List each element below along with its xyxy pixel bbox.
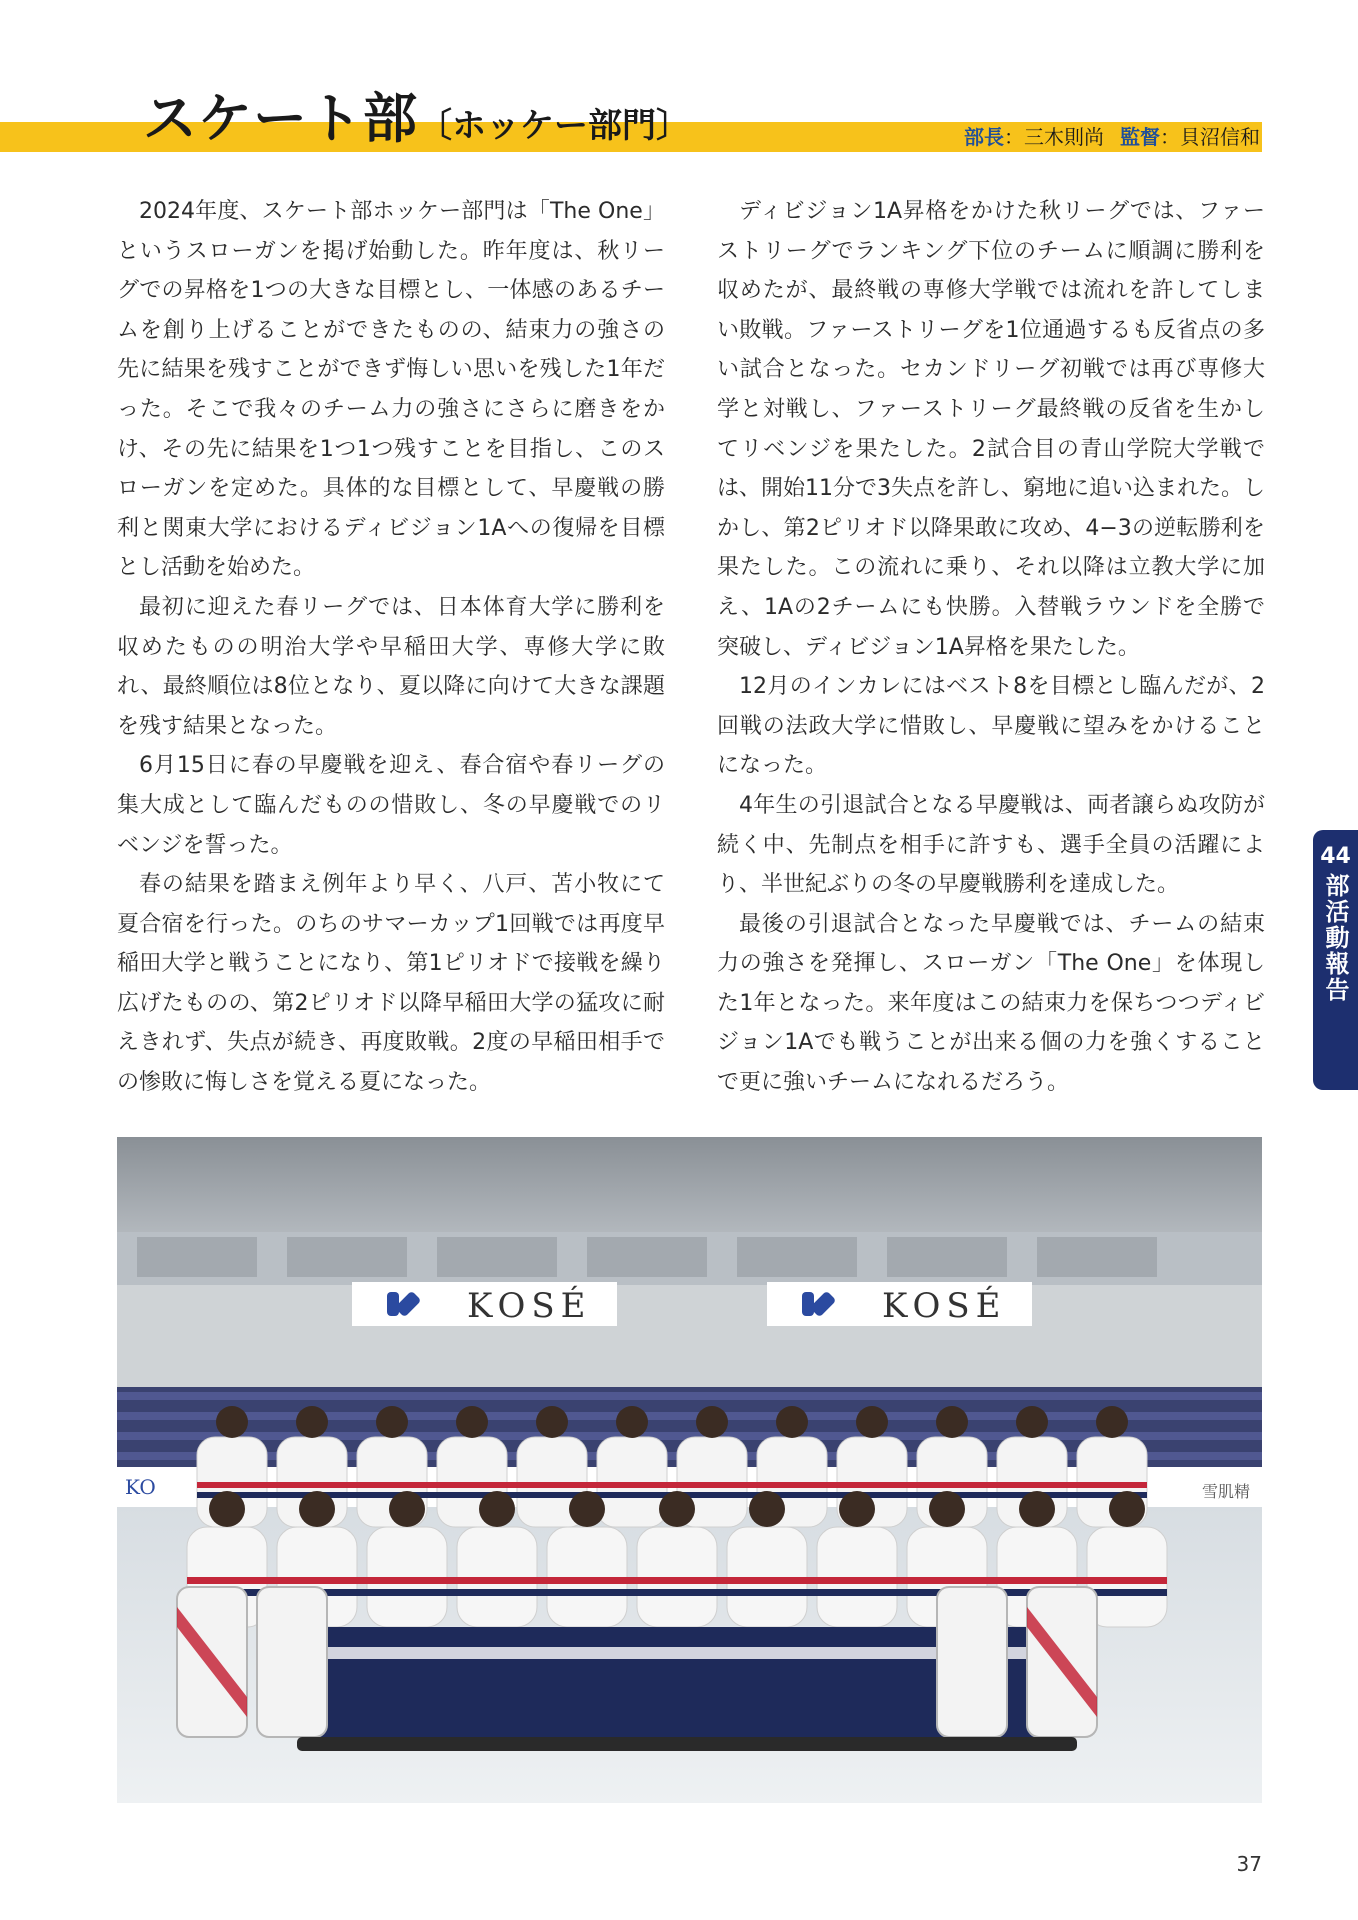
sponsor-text: KOSÉ	[882, 1286, 1007, 1326]
staff-role-1: 部長	[964, 125, 1004, 149]
paragraph: 12月のインカレにはベスト8を目標とし臨んだが、2回戦の法政大学に惜敗し、早慶戦に望みをかけることになった。	[717, 674, 1265, 779]
paragraph: ディビジョン1A昇格をかけた秋リーグでは、ファーストリーグでランキング下位のチームに順調に勝利を収めたが、最終戦の専修大学戦では流れを許してしまい敗戦。ファーストリーグを1位通過するも反省点の多い試合となった。セカンドリーグ初戦では再び専修大学と対戦し、ファーストリーグ最終戦の反省を生かしてリベンジを果たした。2試合目の青山学院大学戦では、開始11分で3失点を許し、窮地に追い込まれた。しかし、第2ピリオド以降果敢に攻め、4−3の逆転勝利を果たした。この流れに乗り、それ以降は立教大学に加え、1Aの2チームにも快勝。入替戦ラウンドを全勝で突破し、ディビジョン1A昇格を果たした。	[717, 199, 1265, 660]
paragraph: 最初に迎えた春リーグでは、日本体育大学に勝利を収めたものの明治大学や早稲田大学、専修大学に敗れ、最終順位は8位となり、夏以降に向けて大きな課題を残す結果となった。	[117, 594, 665, 739]
sponsor-banner-right	[767, 1282, 1032, 1326]
paragraph: 4年生の引退試合となる早慶戦は、両者譲らぬ攻防が続く中、先制点を相手に許すも、選手全員の活躍により、半世紀ぶりの冬の早慶戦勝利を達成した。	[717, 792, 1265, 898]
sponsor-text: KOSÉ	[467, 1286, 592, 1326]
section-number: 44	[1320, 844, 1351, 869]
sponsor-banner-left	[352, 1282, 617, 1326]
paragraph: 最後の引退試合となった早慶戦では、チームの結束力の強さを発揮し、スローガン「The One」を体現した1年となった。来年度はこの結束力を保ちつつディビジョン1Aでも戦うことが出来る個の力を強くすることで更に強いチームになれるだろう。	[717, 911, 1265, 1096]
staff-name-1: 三木則尚	[1024, 125, 1104, 149]
title-sub: 〔ホッケー部門〕	[418, 106, 690, 146]
team-photo	[117, 1137, 1262, 1803]
article-column-right	[717, 192, 1265, 1103]
page-number: 37	[1236, 1852, 1262, 1876]
title-main: スケート部	[143, 87, 418, 150]
team-photo-illustration	[117, 1137, 1262, 1803]
board-text: KO	[125, 1475, 156, 1499]
section-side-tab	[1313, 830, 1358, 1090]
staff-credits: 部長：三木則尚 監督：貝沼信和	[964, 125, 1260, 149]
article-column-left	[117, 192, 665, 1103]
paragraph: 春の結果を踏まえ例年より早く、八戸、苫小牧にて夏合宿を行った。のちのサマーカップ1回戦では再度早稲田大学と戦うことになり、第1ピリオドで接戦を繰り広げたものの、第2ピリオド以降早稲田大学の猛攻に耐えきれず、失点が続き、再度敗戦。2度の早稲田相手での惨敗に悔しさを覚える夏になった。	[117, 872, 665, 1096]
paragraph: 6月15日に春の早慶戦を迎え、春合宿や春リーグの集大成として臨んだものの惜敗し、冬の早慶戦でのリベンジを誓った。	[117, 753, 665, 858]
paragraph: 2024年度、スケート部ホッケー部門は「The One」というスローガンを掲げ始動した。昨年度は、秋リーグでの昇格を1つの大きな目標とし、一体感のあるチームを創り上げることができたものの、結束力の強さの先に結果を残すことができず悔しい思いを残した1年だった。そこで我々のチーム力の強さにさらに磨きをかけ、その先に結果を1つ1つ残すことを目指し、このスローガンを定めた。具体的な目標として、早慶戦の勝利と関東大学におけるディビジョン1Aへの復帰を目標とし活動を始めた。	[117, 199, 665, 581]
staff-name-2: 貝沼信和	[1180, 125, 1260, 149]
section-label: 部活動報告	[1321, 873, 1349, 1003]
staff-role-2: 監督	[1120, 125, 1160, 149]
page-title	[143, 86, 690, 159]
board-sign: 雪肌精	[1202, 1482, 1251, 1501]
